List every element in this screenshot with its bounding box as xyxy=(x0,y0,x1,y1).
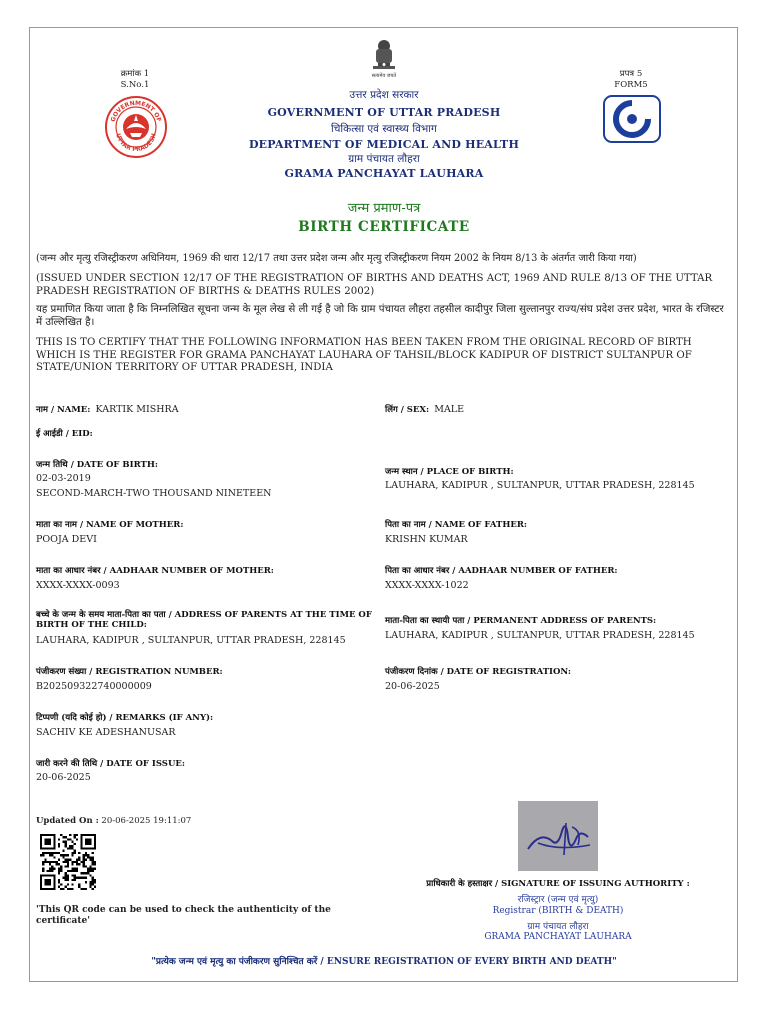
father-name-label: पिता का नाम / NAME OF FATHER: xyxy=(385,520,528,530)
father-aadhaar-value: XXXX-XXXX-1022 xyxy=(385,580,469,591)
issue-date-label: जारी करने की तिथि / DATE OF ISSUE: xyxy=(36,759,185,769)
serial-number-en: S.No.1 xyxy=(120,80,150,90)
issued-under-en: (ISSUED UNDER SECTION 12/17 OF THE REGISTRATION OF BIRTHS AND DEATHS ACT, 1969 AND RULE 8/13 OF THE UTTAR PRADESH REGISTRATION OF BIRTHS & DEATHS RULES 2002) xyxy=(36,273,713,297)
panchayat-name-hi: ग्राम पंचायत लौहरा xyxy=(348,153,420,165)
authority-signature xyxy=(518,801,598,871)
updated-on-label: Updated On : xyxy=(36,816,99,826)
birth-address-label: बच्चे के जन्म के समय माता-पिता का पता / ADDRESS OF PARENTS AT THE TIME OF BIRTH OF THE CHILD: xyxy=(36,610,372,630)
registration-date-label: पंजीकरण दिनांक / DATE OF REGISTRATION: xyxy=(385,667,572,677)
registration-number-label: पंजीकरण संख्या / REGISTRATION NUMBER: xyxy=(36,667,223,677)
form-number-hi: प्रपत्र 5 xyxy=(619,69,643,79)
issue-date-value: 20-06-2025 xyxy=(36,772,91,783)
permanent-address-value: LAUHARA, KADIPUR , SULTANPUR, UTTAR PRADESH, 228145 xyxy=(385,630,695,641)
mother-aadhaar-label: माता का आधार नंबर / AADHAAR NUMBER OF MOTHER: xyxy=(36,566,274,576)
remarks-value: SACHIV KE ADESHANUSAR xyxy=(36,727,176,738)
name-label: नाम / NAME: xyxy=(36,405,91,415)
national-emblem xyxy=(369,37,399,81)
dept-name-en: DEPARTMENT OF MEDICAL AND HEALTH xyxy=(248,138,520,151)
govt-name-en: GOVERNMENT OF UTTAR PRADESH xyxy=(267,106,501,119)
signature-authority-label: प्राधिकारी के हस्ताक्षर / SIGNATURE OF ISSUING AUTHORITY : xyxy=(426,879,690,889)
verification-qr-code[interactable] xyxy=(40,834,96,890)
sex-field xyxy=(385,397,715,416)
remarks-label: टिप्पणी (यदि कोई हो) / REMARKS (IF ANY): xyxy=(36,713,214,723)
eid-label: ई आईडी / EID: xyxy=(36,429,93,439)
registration-slogan: "प्रत्येक जन्म एवं मृत्यु का पंजीकरण सुनिश्चित करें / ENSURE REGISTRATION OF EVERY BIRTH AND DEATH" xyxy=(151,957,617,967)
dob-value: 02-03-2019 xyxy=(36,473,91,484)
registrar-hi: रजिस्ट्रार (जन्म एवं मृत्यु) xyxy=(517,895,599,905)
father-name-value: KRISHN KUMAR xyxy=(385,534,468,545)
pob-label: जन्म स्थान / PLACE OF BIRTH: xyxy=(385,467,514,477)
emblem-caption: सत्यमेव जयते xyxy=(371,73,397,79)
qr-note: 'This QR code can be used to check the authenticity of the certificate' xyxy=(36,905,331,926)
registration-date-value: 20-06-2025 xyxy=(385,681,440,692)
mother-name-value: POOJA DEVI xyxy=(36,534,97,545)
mother-name-label: माता का नाम / NAME OF MOTHER: xyxy=(36,520,184,530)
govt-name-hi: उत्तर प्रदेश सरकार xyxy=(349,89,419,101)
panchayat-name-en: GRAMA PANCHAYAT LAUHARA xyxy=(284,167,484,180)
certify-statement-hi: यह प्रमाणित किया जाता है कि निम्नलिखित सूचना जन्म के मूल लेख से ली गई है जो कि ग्राम पंचायत लौहरा तहसील कादीपुर जिला सुल्तानपुर राज्य/संघ प्रदेश उत्तर प्रदेश, भारत के रजिस्टर में उल्लिखित है। xyxy=(36,304,724,328)
certificate-title-en: BIRTH CERTIFICATE xyxy=(298,219,470,235)
name-field xyxy=(36,397,366,416)
gram-panchayat-hi: ग्राम पंचायत लौहरा xyxy=(527,922,589,932)
updated-on-value: 20-06-2025 19:11:07 xyxy=(98,816,192,826)
svg-text:UTTAR PRADESH: UTTAR PRADESH xyxy=(114,132,158,154)
birth-address-value: LAUHARA, KADIPUR , SULTANPUR, UTTAR PRADESH, 228145 xyxy=(36,635,346,646)
certificate-title-hi: जन्म प्रमाण-पत्र xyxy=(347,201,421,216)
serial-number-hi: क्रमांक 1 xyxy=(120,69,150,79)
gram-panchayat-en: GRAMA PANCHAYAT LAUHARA xyxy=(484,932,632,942)
birth-death-registration-logo xyxy=(603,95,661,143)
name-value: KARTIK MISHRA xyxy=(95,404,179,415)
dept-name-hi: चिकित्सा एवं स्वास्थ्य विभाग xyxy=(331,123,437,135)
pob-value: LAUHARA, KADIPUR , SULTANPUR, UTTAR PRADESH, 228145 xyxy=(385,480,695,491)
dob-label: जन्म तिथि / DATE OF BIRTH: xyxy=(36,460,158,470)
mother-aadhaar-value: XXXX-XXXX-0093 xyxy=(36,580,120,591)
father-aadhaar-label: पिता का आधार नंबर / AADHAAR NUMBER OF FATHER: xyxy=(385,566,618,576)
permanent-address-label: माता-पिता का स्थायी पता / PERMANENT ADDRESS OF PARENTS: xyxy=(385,616,657,626)
issued-under-hi: (जन्म और मृत्यु रजिस्ट्रीकरण अधिनियम, 1969 की धारा 12/17 तथा उत्तर प्रदेश जन्म और मृत्यु रजिस्ट्रीकरण नियम 2002 के नियम 8/13 के अंतर्गत जारी किया गया) xyxy=(36,253,637,264)
up-government-seal xyxy=(104,95,168,159)
sex-label: लिंग / SEX: xyxy=(385,405,430,415)
certify-statement-en: THIS IS TO CERTIFY THAT THE FOLLOWING INFORMATION HAS BEEN TAKEN FROM THE ORIGINAL RECORD OF BIRTH WHICH IS THE REGISTER FOR GRAMA PANCHAYAT LAUHARA OF TAHSIL/BLOCK KADIPUR OF DISTRICT SULTANPUR OF STATE/UNION TERRITORY OF UTTAR PRADESH, INDIA xyxy=(36,337,692,373)
form-number-en: FORM5 xyxy=(614,80,648,90)
updated-on xyxy=(36,816,336,826)
svg-text:GOVERNMENT OF: GOVERNMENT OF xyxy=(109,99,163,123)
sex-value: MALE xyxy=(434,404,465,415)
registrar-en: Registrar (BIRTH & DEATH) xyxy=(492,906,624,916)
registration-number-value: B202509322740000009 xyxy=(36,681,152,692)
dob-words: SECOND-MARCH-TWO THOUSAND NINETEEN xyxy=(36,488,272,499)
